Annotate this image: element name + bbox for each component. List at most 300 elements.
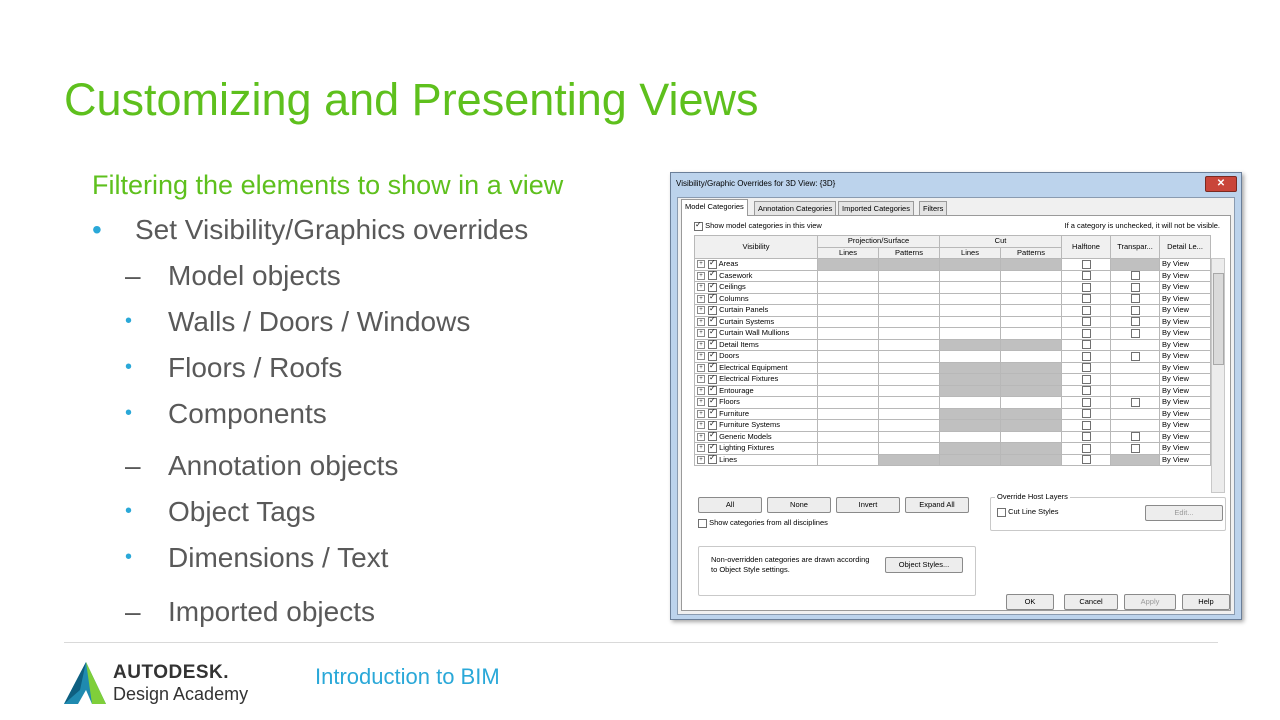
cut-line-styles-label: Cut Line Styles [1008,507,1059,516]
checkbox-icon[interactable] [708,398,717,407]
override-cell[interactable] [879,385,940,397]
bullet-marker: – [125,450,141,481]
category-name: Curtain Panels [719,305,769,314]
override-cell[interactable] [818,397,879,409]
checkbox-icon[interactable] [708,329,717,338]
override-cell[interactable] [818,270,879,282]
transparency-cell[interactable] [1111,385,1160,397]
override-cell[interactable] [1001,362,1062,374]
override-cell[interactable] [879,351,940,363]
note-line-2: to Object Style settings. [711,565,790,574]
ok-button[interactable]: OK [1006,594,1054,610]
category-name: Doors [719,351,740,360]
bullet-text: Dimensions / Text [168,542,389,573]
halftone-cell[interactable] [1062,443,1111,455]
override-cell[interactable] [1001,443,1062,455]
checkbox-icon[interactable] [708,444,717,453]
halftone-cell[interactable] [1062,431,1111,443]
slide-subtitle: Filtering the elements to show in a view [92,170,564,200]
checkbox-icon[interactable] [1082,455,1091,464]
invert-button[interactable]: Invert [836,497,900,513]
detail-level-cell[interactable]: By View [1160,454,1211,466]
category-name: Electrical Equipment [719,362,788,372]
checkbox-icon[interactable] [1082,352,1091,361]
halftone-cell[interactable] [1062,351,1111,363]
expand-icon[interactable]: + [697,318,705,326]
override-cell[interactable] [818,259,879,271]
tab-model-categories[interactable]: Model Categories [681,199,748,216]
override-cell[interactable] [1001,270,1062,282]
header-cut: Cut [940,236,1062,248]
override-cell[interactable] [940,270,1001,282]
expand-icon[interactable]: + [697,260,705,268]
override-cell[interactable] [940,454,1001,466]
halftone-cell[interactable] [1062,374,1111,386]
dialog-title: Visibility/Graphic Overrides for 3D View: {3D} [676,179,836,188]
override-cell[interactable] [818,420,879,432]
non-overridden-note [711,555,869,575]
transparency-cell[interactable] [1111,443,1160,455]
bullet-text: Imported objects [168,596,375,627]
halftone-cell[interactable] [1062,270,1111,282]
table-row[interactable] [695,362,1211,374]
header-cut-lines: Lines [940,247,1001,259]
override-cell[interactable] [879,259,940,271]
table-scrollbar[interactable] [1211,258,1225,493]
category-name: Furniture [719,408,750,418]
dialog-body [677,197,1235,615]
checkbox-icon[interactable] [1082,398,1091,407]
checkbox-icon[interactable] [708,283,717,292]
override-cell[interactable] [879,270,940,282]
override-cell[interactable] [940,259,1001,271]
override-cell[interactable] [879,293,940,305]
logo-wordmark: AUTODESK. [113,662,230,683]
detail-level-cell[interactable]: By View [1160,339,1211,351]
halftone-cell[interactable] [1062,362,1111,374]
detail-level-cell[interactable]: By View [1160,282,1211,294]
detail-level-cell[interactable]: By View [1160,420,1211,432]
checkbox-icon[interactable] [1082,271,1091,280]
bullet-text: Annotation objects [168,450,399,481]
header-halftone[interactable]: Halftone [1062,236,1111,259]
override-cell[interactable] [940,420,1001,432]
detail-level-cell[interactable]: By View [1160,374,1211,386]
halftone-cell[interactable] [1062,328,1111,340]
edit-button[interactable]: Edit... [1145,505,1223,521]
apply-button[interactable]: Apply [1124,594,1176,610]
override-cell[interactable] [940,305,1001,317]
category-name: Furniture Systems [719,420,780,429]
transparency-cell[interactable] [1111,420,1160,432]
detail-level-cell[interactable]: By View [1160,270,1211,282]
checkbox-icon[interactable] [708,421,717,430]
checkbox-icon[interactable] [1131,444,1140,453]
halftone-cell[interactable] [1062,305,1111,317]
override-cell[interactable] [940,328,1001,340]
expand-icon[interactable]: + [697,295,705,303]
detail-level-cell[interactable]: By View [1160,293,1211,305]
checkbox-icon[interactable] [708,375,717,384]
table-row[interactable] [695,270,1211,282]
override-cell[interactable] [940,282,1001,294]
transparency-cell[interactable] [1111,351,1160,363]
none-button[interactable]: None [767,497,831,513]
checkbox-icon[interactable] [1131,271,1140,280]
category-cell[interactable] [695,454,818,466]
halftone-cell[interactable] [1062,408,1111,420]
override-cell[interactable] [940,374,1001,386]
override-cell[interactable] [940,316,1001,328]
object-styles-button[interactable]: Object Styles... [885,557,963,573]
header-projection: Projection/Surface [818,236,940,248]
expand-icon[interactable]: + [697,341,705,349]
override-cell[interactable] [1001,385,1062,397]
halftone-cell[interactable] [1062,385,1111,397]
checkbox-icon[interactable] [1131,294,1140,303]
table-row[interactable] [695,420,1211,432]
override-host-layers-group [990,492,1226,531]
expand-all-button[interactable]: Expand All [905,497,969,513]
override-cell[interactable] [1001,293,1062,305]
checkbox-icon[interactable] [1082,294,1091,303]
bullet-marker: • [125,546,133,568]
detail-level-cell[interactable]: By View [1160,305,1211,317]
bullet-marker: • [92,214,102,245]
transparency-cell[interactable] [1111,259,1160,271]
table-row[interactable] [695,316,1211,328]
checkbox-icon[interactable] [1131,283,1140,292]
checkbox-icon[interactable] [708,386,717,395]
checkbox-icon[interactable] [1082,340,1091,349]
override-cell[interactable] [818,443,879,455]
category-name: Electrical Fixtures [719,374,779,383]
checkbox-icon[interactable] [1082,363,1091,372]
expand-icon[interactable]: + [697,456,705,464]
override-cell[interactable] [879,316,940,328]
tab-filters[interactable]: Filters [919,201,947,215]
table-row[interactable] [695,339,1211,351]
detail-level-cell[interactable]: By View [1160,362,1211,374]
show-all-disciplines-label: Show categories from all disciplines [709,518,828,527]
table-row[interactable] [695,374,1211,386]
checkbox-icon[interactable] [708,271,717,280]
checkbox-icon[interactable] [1082,260,1091,269]
bullet-marker: – [125,596,141,627]
all-button[interactable]: All [698,497,762,513]
table-row[interactable] [695,454,1211,466]
category-name: Ceilings [719,282,746,291]
checkbox-icon[interactable] [1082,432,1091,441]
bullet-text: Model objects [168,260,341,291]
override-cell[interactable] [940,397,1001,409]
checkbox-icon[interactable] [1082,329,1091,338]
transparency-cell[interactable] [1111,339,1160,351]
override-cell[interactable] [818,282,879,294]
detail-level-cell[interactable]: By View [1160,397,1211,409]
table-row[interactable] [695,351,1211,363]
bullet-marker: • [125,310,133,332]
header-transparency[interactable]: Transpar... [1111,236,1160,259]
override-cell[interactable] [1001,305,1062,317]
override-cell[interactable] [818,408,879,420]
override-cell[interactable] [879,443,940,455]
category-name: Lines [719,454,738,464]
halftone-cell[interactable] [1062,282,1111,294]
table-row[interactable] [695,328,1211,340]
table-row[interactable] [695,431,1211,443]
table-row[interactable] [695,385,1211,397]
detail-level-cell[interactable]: By View [1160,385,1211,397]
cancel-button[interactable]: Cancel [1064,594,1118,610]
override-cell[interactable] [940,431,1001,443]
slide-title: Customizing and Presenting Views [64,74,759,125]
logo-subtitle: Design Academy [113,684,249,704]
checkbox-icon[interactable] [708,260,717,269]
checkbox-icon[interactable] [997,508,1006,517]
override-cell[interactable] [818,305,879,317]
show-all-disciplines[interactable] [698,518,828,528]
transparency-cell[interactable] [1111,454,1160,466]
override-cell[interactable] [879,362,940,374]
checkbox-icon[interactable] [1131,329,1140,338]
checkbox-icon[interactable] [1082,421,1091,430]
header-cut-patterns: Patterns [1001,247,1062,259]
override-cell[interactable] [1001,374,1062,386]
override-cell[interactable] [940,362,1001,374]
tab-annotation-categories[interactable]: Annotation Categories [754,201,836,215]
bullet-marker: • [125,500,133,522]
visibility-notice: If a category is unchecked, it will not be visible. [1064,221,1220,230]
detail-level-cell[interactable]: By View [1160,443,1211,455]
override-cell[interactable] [879,431,940,443]
transparency-cell[interactable] [1111,282,1160,294]
expand-icon[interactable]: + [697,433,705,441]
autodesk-logo-icon [62,660,108,706]
checkbox-icon[interactable] [1082,444,1091,453]
expand-icon[interactable]: + [697,410,705,418]
expand-icon[interactable]: + [697,387,705,395]
show-model-categories[interactable] [694,221,822,231]
detail-level-cell[interactable]: By View [1160,328,1211,340]
detail-level-cell[interactable]: By View [1160,316,1211,328]
header-proj-lines: Lines [818,247,879,259]
override-cell[interactable] [1001,397,1062,409]
bullet-text: Walls / Doors / Windows [168,306,471,337]
table-row[interactable] [695,259,1211,271]
override-cell[interactable] [818,374,879,386]
bullet-text: Set Visibility/Graphics overrides [135,214,529,245]
category-name: Casework [719,270,753,280]
override-cell[interactable] [818,454,879,466]
category-name: Floors [719,397,740,406]
override-cell[interactable] [818,339,879,351]
category-name: Detail Items [719,339,759,349]
halftone-cell[interactable] [1062,454,1111,466]
override-cell[interactable] [940,385,1001,397]
cut-line-styles[interactable] [997,507,1059,517]
override-cell[interactable] [1001,454,1062,466]
category-name: Columns [719,293,749,303]
checkbox-icon[interactable] [1082,375,1091,384]
override-cell[interactable] [940,351,1001,363]
bullet-marker: – [125,260,141,291]
override-cell[interactable] [818,316,879,328]
checkbox-icon[interactable] [1082,283,1091,292]
visibility-graphics-dialog [670,172,1242,620]
help-button[interactable]: Help [1182,594,1230,610]
override-cell[interactable] [879,420,940,432]
override-cell[interactable] [879,374,940,386]
override-cell[interactable] [940,408,1001,420]
categories-table [694,235,1211,466]
close-icon[interactable]: ✕ [1205,176,1237,192]
expand-icon[interactable]: + [697,352,705,360]
table-row[interactable] [695,293,1211,305]
table-row[interactable] [695,305,1211,317]
header-proj-patterns: Patterns [879,247,940,259]
table-row[interactable] [695,443,1211,455]
scrollbar-thumb[interactable] [1213,273,1224,365]
footer-divider [64,642,1218,643]
detail-level-cell[interactable]: By View [1160,408,1211,420]
detail-level-cell[interactable]: By View [1160,351,1211,363]
checkbox-icon[interactable] [1131,306,1140,315]
checkbox-icon[interactable] [698,519,707,528]
override-cell[interactable] [1001,259,1062,271]
override-cell[interactable] [818,385,879,397]
override-cell[interactable] [1001,316,1062,328]
override-cell[interactable] [818,431,879,443]
expand-icon[interactable]: + [697,283,705,291]
transparency-cell[interactable] [1111,328,1160,340]
checkbox-icon[interactable] [1082,317,1091,326]
show-model-label: Show model categories in this view [705,221,822,230]
override-cell[interactable] [818,351,879,363]
override-cell[interactable] [818,293,879,305]
override-cell[interactable] [879,305,940,317]
tab-imported-categories[interactable]: Imported Categories [838,201,914,215]
table-row[interactable] [695,408,1211,420]
transparency-cell[interactable] [1111,293,1160,305]
table-row[interactable] [695,282,1211,294]
override-cell[interactable] [1001,339,1062,351]
override-cell[interactable] [940,293,1001,305]
category-name: Curtain Systems [719,316,775,326]
checkbox-icon[interactable] [708,294,717,303]
checkbox-icon[interactable] [1131,398,1140,407]
expand-icon[interactable]: + [697,444,705,452]
override-cell[interactable] [1001,420,1062,432]
expand-icon[interactable]: + [697,306,705,314]
detail-level-cell[interactable]: By View [1160,259,1211,271]
override-cell[interactable] [879,282,940,294]
checkbox-icon[interactable] [708,352,717,361]
override-cell[interactable] [940,443,1001,455]
override-cell[interactable] [879,339,940,351]
checkbox-icon[interactable] [1131,317,1140,326]
expand-icon[interactable]: + [697,375,705,383]
checkbox-icon[interactable] [708,432,717,441]
checkbox-icon[interactable] [708,455,717,464]
override-cell[interactable] [1001,408,1062,420]
transparency-cell[interactable] [1111,316,1160,328]
checkbox-icon[interactable] [1082,386,1091,395]
halftone-cell[interactable] [1062,259,1111,271]
checkbox-icon[interactable] [708,363,717,372]
detail-level-cell[interactable]: By View [1160,431,1211,443]
override-cell[interactable] [1001,328,1062,340]
halftone-cell[interactable] [1062,339,1111,351]
override-cell[interactable] [818,362,879,374]
checkbox-icon[interactable] [708,409,717,418]
override-cell[interactable] [879,408,940,420]
override-cell[interactable] [1001,431,1062,443]
transparency-cell[interactable] [1111,305,1160,317]
bullet-text: Floors / Roofs [168,352,343,383]
override-host-layers-label: Override Host Layers [997,492,1068,501]
bullet-marker: • [125,356,133,378]
checkbox-icon[interactable] [708,340,717,349]
expand-icon[interactable]: + [697,272,705,280]
checkbox-icon[interactable] [1131,352,1140,361]
expand-icon[interactable]: + [697,421,705,429]
category-name: Curtain Wall Mullions [719,328,790,337]
halftone-cell[interactable] [1062,316,1111,328]
halftone-cell[interactable] [1062,397,1111,409]
model-categories-panel [681,215,1231,611]
bullet-marker: • [125,402,133,424]
category-name: Entourage [719,385,754,395]
table-row[interactable] [695,397,1211,409]
footer-course-title: Introduction to BIM [315,664,500,689]
checkbox-icon[interactable] [1082,409,1091,418]
checkbox-icon[interactable] [1131,432,1140,441]
header-detail-level[interactable]: Detail Le... [1160,236,1211,259]
category-name: Generic Models [719,431,772,441]
transparency-cell[interactable] [1111,362,1160,374]
expand-icon[interactable]: + [697,364,705,372]
override-cell[interactable] [1001,282,1062,294]
header-visibility[interactable]: Visibility [695,236,818,259]
override-cell[interactable] [818,328,879,340]
checkbox-icon[interactable] [708,306,717,315]
transparency-cell[interactable] [1111,431,1160,443]
override-cell[interactable] [1001,351,1062,363]
category-name: Lighting Fixtures [719,443,775,452]
category-name: Areas [718,259,739,268]
bullet-text: Components [168,398,327,429]
transparency-cell[interactable] [1111,374,1160,386]
object-styles-group [698,546,976,596]
expand-icon[interactable]: + [697,398,705,406]
checkbox-icon[interactable] [708,317,717,326]
override-cell[interactable] [879,397,940,409]
override-cell[interactable] [879,454,940,466]
halftone-cell[interactable] [1062,420,1111,432]
bullet-text: Object Tags [168,496,316,527]
checkbox-icon[interactable] [1082,306,1091,315]
override-cell[interactable] [879,328,940,340]
expand-icon[interactable]: + [697,329,705,337]
override-cell[interactable] [940,339,1001,351]
transparency-cell[interactable] [1111,270,1160,282]
checkbox-icon[interactable] [694,222,703,231]
note-line-1: Non-overridden categories are drawn according [711,555,870,564]
halftone-cell[interactable] [1062,293,1111,305]
transparency-cell[interactable] [1111,408,1160,420]
transparency-cell[interactable] [1111,397,1160,409]
